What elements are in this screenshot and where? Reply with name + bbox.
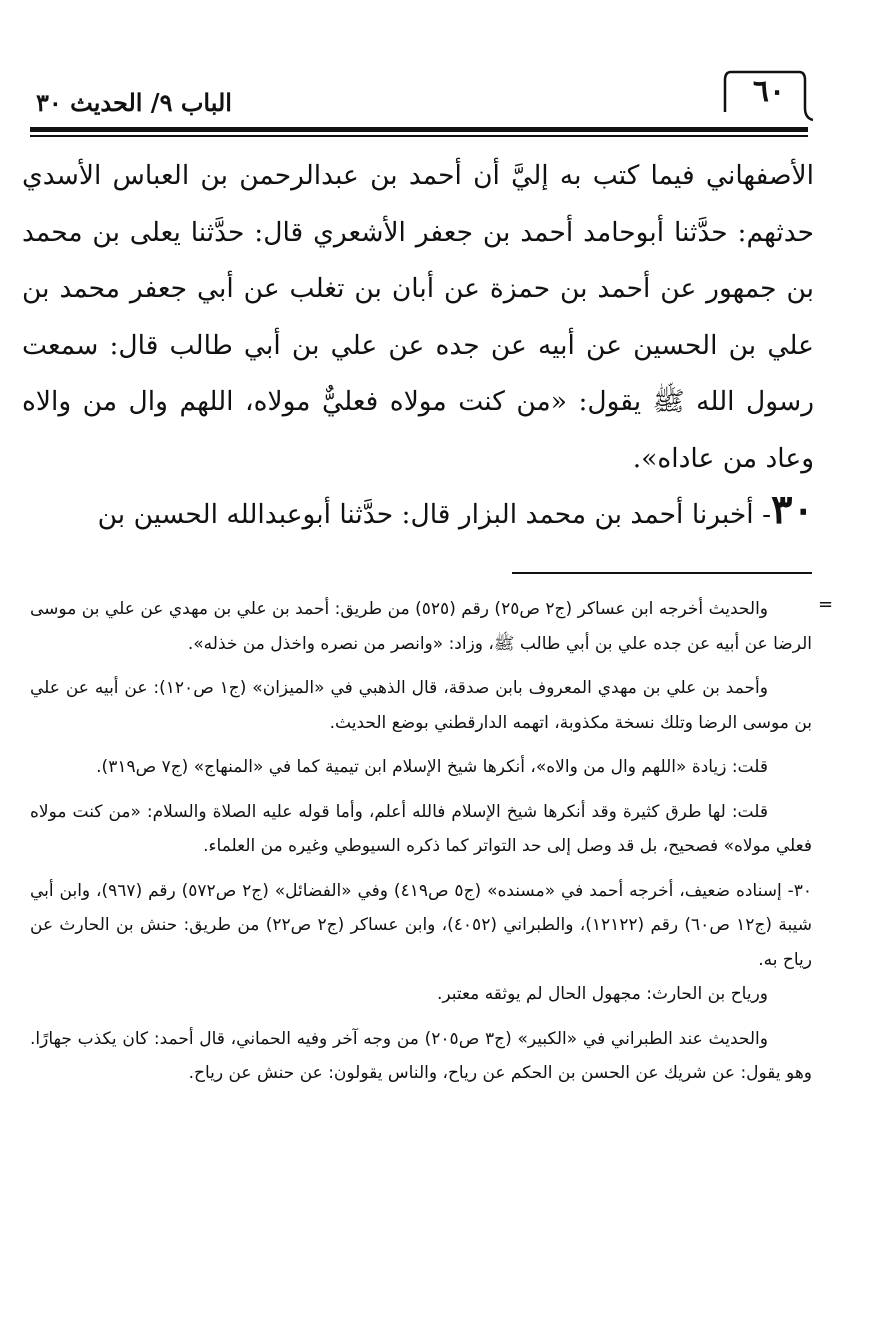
footnotes (30, 592, 812, 1101)
footnote-paragraph: ورياح بن الحارث: مجهول الحال لم يوثقه معتبر. (436, 984, 768, 1004)
footnote-paragraph: قلت: زيادة «اللهم وال من والاه»، أنكرها شيخ الإسلام ابن تيمية كما في «المنهاج» (ج٧ ص٣١٩). (96, 757, 768, 777)
footnote-paragraph: والحديث عند الطبراني في «الكبير» (ج٣ ص٢٠٥) من وجه آخر وفيه الحماني، قال أحمد: كان يكذب جهارًا. وهو يقول: عن شريك عن الحسن بن الحكم عن رياح، والناس يقولون: عن حنش عن رياح. (30, 1028, 812, 1083)
main-paragraph: الأصفهاني فيما كتب به إليَّ أن أحمد بن عبدالرحمن بن العباس الأسدي حدثهم: حدَّثنا أبوحامد أحمد بن جعفر الأشعري قال: حدَّثنا يعلى بن محمد بن جمهور عن أحمد بن حمزة عن أبان بن تغلب عن أبي جعفر محمد بن علي بن الحسين عن أبيه عن جده عن علي بن أبي طالب قال: سمعت رسول الله ﷺ يقول: «من كنت مولاه فعليٌّ مولاه، اللهم وال من والاه وعاد من عاداه». (22, 160, 814, 474)
running-title: الباب ٩/ الحديث ٣٠ (36, 88, 232, 117)
header-rule-thick (30, 127, 808, 132)
hadith-number: ٣٠ (771, 486, 814, 533)
main-text (22, 148, 814, 544)
hadith-text: - أخبرنا أحمد بن محمد البزار قال: حدَّثنا أبوعبدالله الحسين بن (97, 499, 772, 530)
hadith-paragraph (22, 487, 814, 544)
footnote-separator (512, 572, 812, 574)
footnote-continuation-mark: = (818, 594, 834, 615)
footnote-paragraph: قلت: لها طرق كثيرة وقد أنكرها شيخ الإسلام فالله أعلم، وأما قوله عليه الصلاة والسلام: «من كنت مولاه فعلي مولاه» فصحيح، بل قد وصل إلى حد التواتر كما ذكره السيوطي وغيره من العلماء. (30, 801, 812, 856)
footnote-paragraph: ٣٠- إسناده ضعيف، أخرجه أحمد في «مسنده» (ج٥ ص٤١٩) وفي «الفضائل» (ج٢ ص٥٧٢) رقم (٩٦٧)، وابن أبي شيبة (ج١٢ ص٦٠) رقم (١٢١٢٢)، والطبراني (٤٠٥٢)، وابن عساكر (ج٢ ص٢٢) من طريق: حنش بن الحارث عن رياح به. (30, 880, 812, 970)
header-rule-thin (30, 135, 808, 137)
page-number-frame (723, 68, 813, 120)
footnote-paragraph: والحديث أخرجه ابن عساكر (ج٢ ص٢٥) رقم (٥٢٥) من طريق: أحمد بن علي بن مهدي عن علي بن موسى الرضا عن أبيه عن جده علي بن أبي طالب ﷺ، وزاد: «وانصر من نصره واخذل من خذله». (30, 599, 812, 654)
footnote-paragraph: وأحمد بن علي بن مهدي المعروف بابن صدقة، قال الذهبي في «الميزان» (ج١ ص١٢٠): عن أبيه عن علي بن موسى الرضا وتلك نسخة مكذوبة، اتهمه الدارقطني بوضع الحديث. (30, 678, 812, 733)
page-number: ٦٠ (752, 74, 786, 109)
